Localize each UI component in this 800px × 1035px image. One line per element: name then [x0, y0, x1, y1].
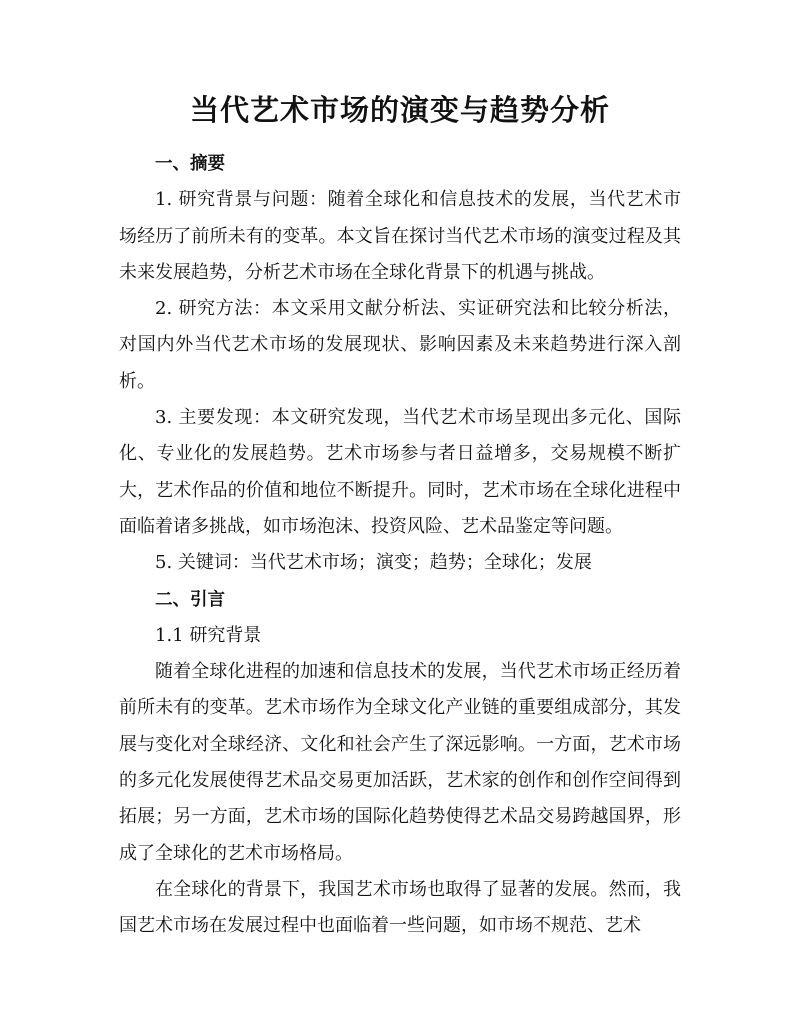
document-body: [119, 146, 681, 945]
introduction-paragraph-2: 在全球化的背景下，我国艺术市场也取得了显著的发展。然而，我国艺术市场在发展过程中也面临着一些问题，如市场不规范、艺术: [119, 878, 681, 937]
abstract-item-research-method: 2. 研究方法：本文采用文献分析法、实证研究法和比较分析法，对国内外当代艺术市场的发展现状、影响因素及未来趋势进行深入剖析。: [119, 298, 681, 392]
document-title: 当代艺术市场的演变与趋势分析: [189, 93, 610, 127]
introduction-paragraph-1: 随着全球化进程的加速和信息技术的发展，当代艺术市场正经历着前所未有的变革。艺术市场作为全球文化产业链的重要组成部分，其发展与变化对全球经济、文化和社会产生了深远影响。一方面，艺术市场的多元化发展使得艺术品交易更加活跃，艺术家的创作和创作空间得到拓展；另一方面，艺术市场的国际化趋势使得艺术品交易跨越国界，形成了全球化的艺术市场格局。: [119, 661, 681, 864]
section-heading-abstract: 一、摘要: [155, 154, 225, 174]
abstract-item-keywords: 5. 关键词：当代艺术市场；演变；趋势；全球化；发展: [155, 552, 592, 574]
section-heading-introduction: 二、引言: [155, 589, 225, 610]
abstract-item-main-findings: 3. 主要发现：本文研究发现，当代艺术市场呈现出多元化、国际化、专业化的发展趋势。艺术市场参与者日益增多，交易规模不断扩大，艺术作品的价值和地位不断提升。同时，艺术市场在全球化进程中面临着诸多挑战，如市场泡沫、投资风险、艺术品鉴定等问题。: [119, 407, 681, 537]
abstract-item-research-background: 1. 研究背景与问题：随着全球化和信息技术的发展，当代艺术市场经历了前所未有的变革。本文旨在探讨当代艺术市场的演变过程及其未来发展趋势，分析艺术市场在全球化背景下的机遇与挑战。: [119, 189, 681, 283]
subsection-heading-research-background: 1.1 研究背景: [155, 624, 262, 646]
